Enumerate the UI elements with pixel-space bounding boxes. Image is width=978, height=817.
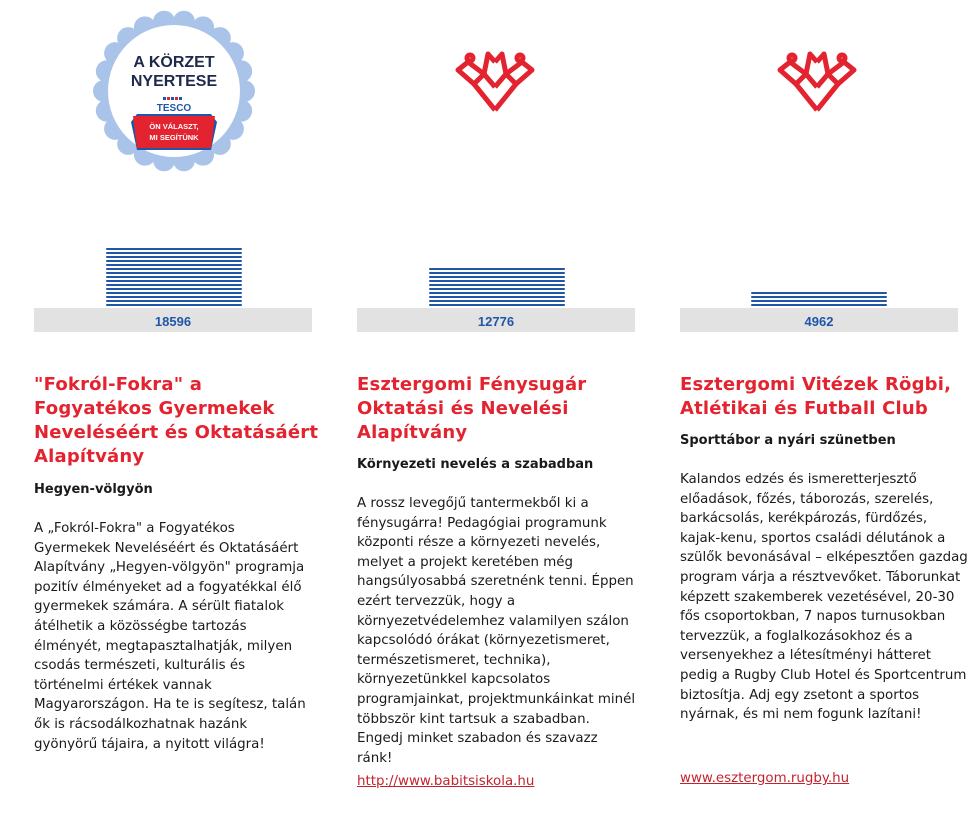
badge-brand: TESCO xyxy=(156,103,192,114)
vote-stack-line xyxy=(106,252,242,254)
vote-stack-line xyxy=(106,256,242,258)
project-name: Sporttábor a nyári szünetben xyxy=(680,433,896,448)
vote-stack-line xyxy=(751,304,887,306)
vote-stack-line xyxy=(429,300,565,302)
badge-line-1: A KÖRZET xyxy=(133,54,215,71)
vote-stack-line xyxy=(429,296,565,298)
vote-stack-line xyxy=(429,276,565,278)
project-website-link[interactable]: http://www.babitsiskola.hu xyxy=(357,774,535,789)
vote-stack-line xyxy=(429,304,565,306)
vote-count: 18596 xyxy=(34,308,312,332)
vote-stack-line xyxy=(106,292,242,294)
project-website-link[interactable]: www.esztergom.rugby.hu xyxy=(680,771,850,786)
project-name: Hegyen-völgyön xyxy=(34,482,153,497)
winner-badge-icon xyxy=(93,10,255,172)
vote-stack-line xyxy=(106,288,242,290)
vote-stack-line xyxy=(106,272,242,274)
project-description: A rossz levegőjű tantermekből ki a fénysugárra! Pedagógiai programunk központi része a környezeti nevelés, melyet a projekt keretében még hangsúlyosabbá szeretnénk tenni. Éppen ezért tervezzük, hogy a környezetvédelemhez valamilyen szálon kapcsolódó órákat (környezetismeret, természetismeret, technika), környezetünkkel kapcsolatos programjainkat, projektmunkáinkat minél többször kint tartsuk a szabadban. Engedj minket szabadon és szavazz ránk! xyxy=(357,496,636,766)
vote-count: 4962 xyxy=(680,308,958,332)
vote-stack-line xyxy=(106,300,242,302)
badge-ribbon-2: MI SEGÍTÜNK xyxy=(149,133,199,142)
candidate-title: Esztergomi Vitézek Rögbi, Atlétikai és Futball Club xyxy=(680,374,952,419)
vote-stack-line xyxy=(429,288,565,290)
vote-count: 12776 xyxy=(357,308,635,332)
vote-stack-line xyxy=(106,280,242,282)
vote-stack xyxy=(680,244,958,306)
vote-stack-line xyxy=(429,292,565,294)
vote-stack xyxy=(357,244,637,306)
vote-stack-line xyxy=(106,296,242,298)
vote-stack-line xyxy=(751,292,887,294)
candidate-title: "Fokról-Fokra" a Fogyatékos Gyermekek Neveléséért és Oktatásáért Alapítvány xyxy=(34,374,319,467)
foundation-logo-icon xyxy=(774,40,860,122)
vote-stack-line xyxy=(751,296,887,298)
badge-line-2: NYERTESE xyxy=(130,73,218,90)
vote-stack-line xyxy=(106,276,242,278)
vote-stack-line xyxy=(106,304,242,306)
project-description: A „Fokról-Fokra" a Fogyatékos Gyermekek Neveléséért és Oktatásáért Alapítvány „Hegyen-völgyön" programja pozitív élményeket ad a fogyatékkal élő gyermekek számára. A sérült fiatalok átélhetik a közösségbe tartozás élményét, megtapasztalhatják, milyen csodás természeti, kulturális és történelmi értékek vannak Magyarországon. Ha te is segítesz, talán ők is rácsodálkozhatnak hazánk gyönyörű tájaira, a nyitott világra! xyxy=(34,521,306,752)
project-description: Kalandos edzés és ismeretterjesztő előadások, főzés, táborozás, szerelés, barkácsolás, kerékpározás, fürdőzés, kajak-kenu, sportos családi délutánok a szülők bevonásával – elképesztően gazdag program várja a résztvevőket. Táborunkat képzett szakemberek vezetésével, 20-30 fős csoportokban, 7 napos turnusokban tervezzük, a foglalkozásokhoz és a versenyekhez a létesítményi hátteret pedig a Rugby Club Hotel és Sportcentrum biztosítja. Adj egy zsetont a sportos nyárnak, és mi nem fogunk lazítani! xyxy=(680,472,968,723)
foundation-logo-icon xyxy=(452,40,538,122)
vote-stack-line xyxy=(106,268,242,270)
vote-stack-line xyxy=(106,264,242,266)
vote-stack-line xyxy=(429,272,565,274)
vote-stack-line xyxy=(106,284,242,286)
badge-ribbon-1: ÖN VÁLASZT, xyxy=(149,122,199,131)
candidate-title: Esztergomi Fénysugár Oktatási és Nevelési Alapítvány xyxy=(357,374,587,443)
vote-stack-line xyxy=(429,284,565,286)
vote-stack-line xyxy=(751,300,887,302)
project-name: Környezeti nevelés a szabadban xyxy=(357,457,594,472)
vote-stack-line xyxy=(106,248,242,250)
vote-stack xyxy=(34,244,314,306)
vote-stack-line xyxy=(429,268,565,270)
vote-stack-line xyxy=(106,260,242,262)
vote-stack-line xyxy=(429,280,565,282)
